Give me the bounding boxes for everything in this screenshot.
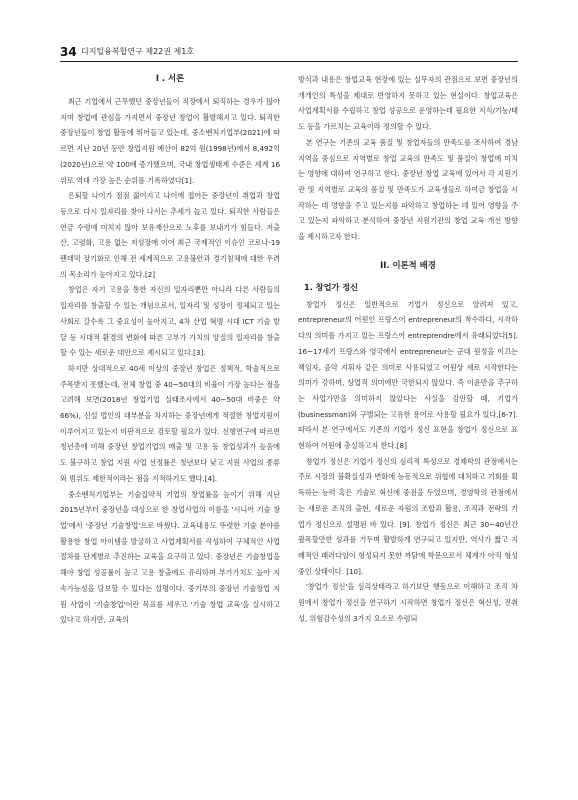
page-header <box>60 44 518 60</box>
paragraph: 창업가 정신은 기업가 정신의 심리적 특성으로 경제학의 관점에서는 주로 시장의 불확실성과 변화에 능동적으로 위협에 대처하고 기회를 획득하는 능력 혹은 기술로 혁신에 중점을 두었으며, 경영학의 관점에서는 새로운 조직의 출현, 새로운 자원의 조합과 활용, 조직과 전략의 기업가 정신으로 설명된 바 있다. [9]. 창업가 정신은 최근 30~40년간 괄목할만한 성과를 거두며 활발하게 연구되고 있지만, 역사가 짧고 지배적인 패러다임이 형성되지 못한 까닭에 학문으로서 체계가 아직 형성 중인 상태이다. [10]. <box>298 456 518 576</box>
left-column <box>60 72 280 628</box>
paragraph: 창업가 정신은 일반적으로 기업가 정신으로 알려져 있고, entrepreneur의 어원인 프랑스어 entrepreneur의 착수하다, 시작하다의 의미를 가지고 있는 프랑스어 entreprendre에서 유래되었다[5]. 16~17세기 프랑스와 영국에서 entrepreneur는 군대 원정을 이끄는 책임자, 음악 지휘자 같은 의미로 사용되었고 어원상 새로 시작한다는 의미가 강하며, 상업적 의미에만 국한되지 않았다. 즉 이윤만을 추구하는 사업가만을 의미하지 않았다는 사실을 감안할 때, 기업가(businessman)와 구별되는 고유한 용어로 사용할 필요가 있다.[6-7]. 따라서 본 연구에서도 기존의 기업가 정신 표현을 창업가 정신으로 표현하여 어원에 충실하고자 한다.[8] <box>298 299 518 451</box>
paragraph: 은퇴할 나이가 점점 젊어지고 나이에 접어든 중장년이 취업과 창업 등으로 다시 일자리를 찾아 나서는 추세가 늘고 있다. 퇴직한 사람들은 연금 수령에 미치지 않아 보유재산으로 노후를 보내기가 힘들다. 저출산, 고령화, 고용 없는 저성장에 이어 최근 국제적인 이슈인 코로나-19 팬데믹 장기화로 인해 전 세계적으로 고용불안과 경기침체에 대한 우려의 목소리가 높아지고 있다.[2] <box>60 191 280 279</box>
right-column <box>298 72 518 627</box>
paragraph: '창업가 정신'을 심리상태라고 하기보단 행동으로 이해하고 조직 차원에서 창업가 정신을 연구하기 시작하면 창업가 정신은 혁신성, 진취성, 위험감수성의 3가지 요소로 수렴되 <box>298 582 518 623</box>
paragraph: 방식과 내용은 창업교육 현장에 있는 실무자의 관점으로 보면 중장년의 개개인의 특성을 제대로 반영하지 못하고 있는 현실이다. 창업교육은 사업계획서를 수립하고 창업 성공으로 운영하는데 필요한 지식/기능/태도 등을 가르치는 교육이라 정의할 수 있다. <box>298 75 518 132</box>
paragraph: 본 연구는 기존의 교육 품질 및 창업자들의 만족도를 조사하여 경남지역을 중심으로 지역별로 창업 교육의 만족도 및 품질이 창업에 미치는 영향에 대하여 연구하고 한다. 중장년 창업 교육에 있어서 각 지원기관 및 지역별로 교육의 품질 및 만족도가 교육생들로 하여금 창업을 시작하는 데 영향을 주고 있는지를 파악하고 창업하는 데 있어 영향을 주고 있는지 파악하고 분석하여 중장년 지원기관의 창업 교육 개선 방향을 제시하고자 한다. <box>298 137 518 242</box>
header-rule <box>60 61 518 62</box>
paragraph: 하지만 상대적으로 40세 이상의 중장년 창업은 정책적, 학술적으로 주목받지 못했는데, 전체 창업 중 40~50대의 비율이 가장 높다는 점을 고려해 보면(2018년 창업기업 실태조사에서 40~50대 비중은 약 66%), 신설 법인의 대부분을 차지하는 중장년에게 적절한 창업지원이 이루어지고 있는지 비판적으로 검토할 필요가 있다. 선행연구에 따르면 청년층에 비해 중장년 창업기업의 매출 및 고용 등 창업성과가 높음에도 불구하고 창업 지원 사업 선정률은 청년보다 낮고 지원 사업의 종류와 범위도 제한적이라는 점을 지적하기도 했다.[4]. <box>60 363 280 483</box>
subsection-title: 1. 창업가 정신 <box>304 281 359 292</box>
journal-title: 디지털융복합연구 제22권 제1호 <box>81 47 195 56</box>
section-title-theory: II. 이론적 배경 <box>380 259 436 270</box>
paragraph: 최근 기업에서 근무했던 중장년들이 직장에서 퇴직하는 경우가 많아지며 창업에 관심을 가지면서 중장년 창업이 활발해지고 있다. 퇴직한 중장년들이 창업 활동에 뛰어들고 있는데, 중소벤처기업부(2021)에 따르면 지난 20년 동안 창업지원 예산이 82억 원(1998년)에서 8,492억(2020년)으로 약 100배 증가했으며, 국내 창업생태계 수준은 세계 16위로 역대 가장 높은 순위를 기록하였다[1]. <box>60 97 280 185</box>
paragraph: 중소벤처기업부는 기술집약적 기업의 창업률을 높이기 위해 지난 2015년부터 중장년을 대상으로 한 창업사업의 이름을 '시니어 기술 창업'에서 '중장년 기술창업'으로 바꿨다. 교육내용도 뚜렷한 기술 분야를 활용한 창업 아이템을 발굴하고 사업계획서를 작성하여 구체적인 사업 절차를 단계별로 추진하는 교육을 요구하고 있다. 중장년은 기술창업을 해야 창업 성공률이 높고 고용 창출에도 유리하며 부가가치도 높아 지속가능성을 담보할 수 있다는 설명이다. 중기부의 중장년 기술창업 지원 사업이 '기술창업'이란 목표를 세우고 '기술 창업 교육'을 실시하고 있다고 하지만, 교육의 <box>60 489 280 625</box>
paragraph: 창업은 자기 고용을 통한 자신의 일자리뿐만 아니라 다른 사람들의 일자리를 창출할 수 있는 개념으로서, 일자리 및 성장이 정체되고 있는 사회로 갈수록 그 중요성이 높아지고, 4차 산업 혁명 시대 ICT 기술 발달 등 시대적 환경의 변화에 따른 고부가 가치의 양질의 일자리를 창출할 수 있는 새로운 대안으로 제시되고 있다.[3]. <box>60 285 280 358</box>
section-title-introduction: I . 서론 <box>155 73 185 83</box>
page-number: 34 <box>60 45 77 59</box>
